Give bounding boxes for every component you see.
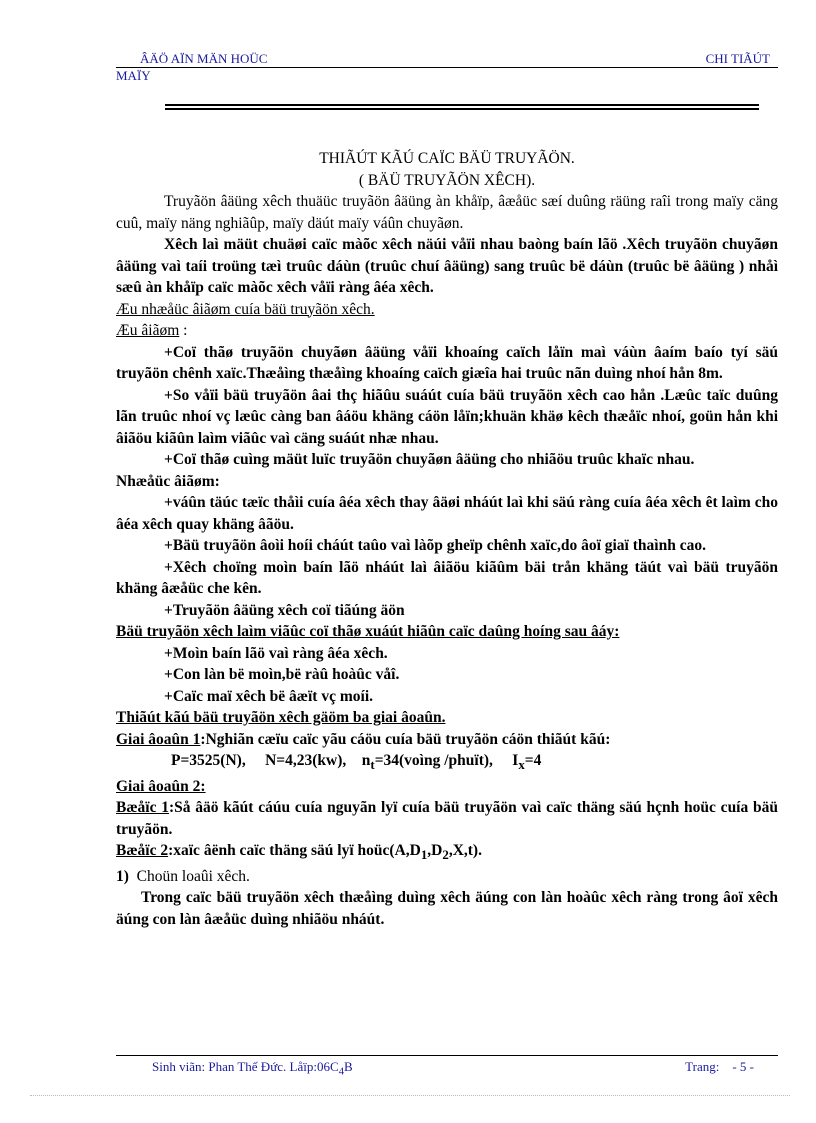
failure-heading: Bäü truyãön xêch laìm viãûc coï thãø xuáút hiãûn caïc daûng hoíng sau âáy: — [116, 623, 620, 640]
closing-paragraph: Trong caïc bäü truyãön xêch thæåìng duìng xêch äúng con làn hoàûc xêch ràng trong âoï xêch äúng con làn âæåüc duìng nhiãöu nháút. — [116, 889, 778, 928]
failure-item: +Moìn baín lãö vaì ràng âéa xêch. — [164, 644, 388, 662]
advantage-item: +So våïi bäü truyãön âai thç hiãûu suáút cuía bäü truyãön xêch cao hån .Læûc taïc duûng lãn truûc nhoí vç læûc càng ban âáöu khäng cáön låïn;khuän khäø kêch thæåïc nhoí, goün hån khi âiãöu kiãûn laìm viãûc vaì cäng suáút nhæ nhau. — [116, 386, 778, 447]
list-item-1: 1) Choün loaûi xêch. — [116, 867, 250, 885]
header-left-title: ÂÄÖ AÏN MÄN HOÜC — [140, 51, 268, 66]
failure-item: +Caïc maï xêch bë âæït vç moíi. — [164, 687, 374, 705]
disadvantage-item: +váûn täúc tæïc thåìi cuía âéa xêch thay âäøi nháút laì khi säú ràng cuía âéa xêch êt laìm cho âéa xêch quay khäng âãöu. — [116, 494, 778, 533]
advantage-item: +Coï thãø cuìng mäüt luïc truyãön chuyãøn âäüng cho nhiãöu truûc khaïc nhau. — [164, 451, 695, 468]
design-stages-heading: Thiãút kãú bäü truyãön xêch gäöm ba giai âoaûn. — [116, 709, 446, 726]
header-right-title: CHI TIÃÚT — [705, 51, 770, 66]
advantages-heading: Æu nhæåüc âiãøm cuía bäü truyãön xêch. — [116, 300, 375, 318]
parameters-line: P=3525(N), N=4,23(kw), $n_t=34(voìng$ /phuït), $I_x=4$ — [171, 752, 542, 773]
title-double-rule — [165, 104, 759, 110]
step-1: Bæåïc 1:Så âäö kãút cáúu cuía nguyãn lyï cuía bäü truyãön vaì caïc thäng säú hçnh hoüc cuía bäü truyãön. — [116, 799, 778, 838]
advantages-label: Æu âiãøm : — [116, 322, 188, 339]
document-body — [116, 148, 778, 930]
failure-item: +Con làn bë moìn,bë ràû hoàûc våî. — [164, 666, 400, 683]
footer-author: Sinh viãn: Phan Thế Đức. $Låïp:06C_4B$ — [152, 1059, 353, 1078]
footer-rule — [116, 1055, 778, 1056]
advantage-item: +Coï thãø truyãön chuyãøn âäüng våïi khoaíng caïch låïn maì váùn âaím baío tyí säú truyãön chênh xaïc.Thæåìng thæåìng khoaíng caïch giæîa hai truûc nãn duìng nhoí hån 8m. — [116, 343, 778, 382]
title-line-1: THIÃÚT KÃÚ CAÏC BÄÜ TRUYÃÖN. — [319, 150, 575, 167]
disadvantage-item: +Bäü truyãön âoìi hoíi cháút taûo vaì làõp gheïp chênh xaïc,do âoï giaï thaình cao. — [164, 537, 706, 554]
footer-page-number: Trang: - 5 - — [685, 1059, 754, 1074]
stage-2-heading: Giai âoaûn 2: — [116, 777, 206, 795]
header-continuation: MAÏY — [116, 68, 151, 83]
definition-paragraph: Xêch laì mäüt chuäøi caïc màõc xêch näúi våïi nhau baòng baín lãö .Xêch truyãön chuyãøn âäüng vaì taíi troüng tæì truûc dáùn (truûc chuí âäüng) sang truûc bë dáùn (truûc bë âäüng ) nhåì sæû àn khåïp caïc màõc xêch våïi ràng âéa xêch. — [116, 236, 778, 296]
intro-paragraph: Truyãön âäüng xêch thuäüc truyãön âäüng àn khåïp, âæåüc sæí duûng räüng raîi trong maïy cäng cuû, maïy näng nghiãûp, maïy däút maïy váûn chuyãøn. — [116, 193, 778, 232]
header-rule — [116, 67, 778, 68]
title-line-2: ( BÄÜ TRUYÃÖN XÊCH). — [358, 171, 536, 189]
page-bottom-dotted-edge — [30, 1095, 790, 1096]
disadvantage-item: +Xêch choïng moìn baín lãö nháút laì âiãöu kiãûm bäi trån khäng täút vaì bäü truyãön khäng âæåüc che kên. — [116, 558, 778, 597]
stage-1: Giai âoaûn 1:Nghiãn cæïu caïc yãu cáöu cuía bäü truyãön cáön thiãút kãú: — [116, 730, 611, 748]
disadvantage-item: +Truyãön âäüng xêch coï tiãúng äön — [164, 601, 405, 619]
step-2: Bæåïc 2:xaïc âënh caïc thäng säú lyï $hoüc(A,D_1,D_2,X,t)$. — [116, 842, 482, 863]
disadvantages-heading: Nhæåüc âiãøm: — [116, 472, 220, 490]
